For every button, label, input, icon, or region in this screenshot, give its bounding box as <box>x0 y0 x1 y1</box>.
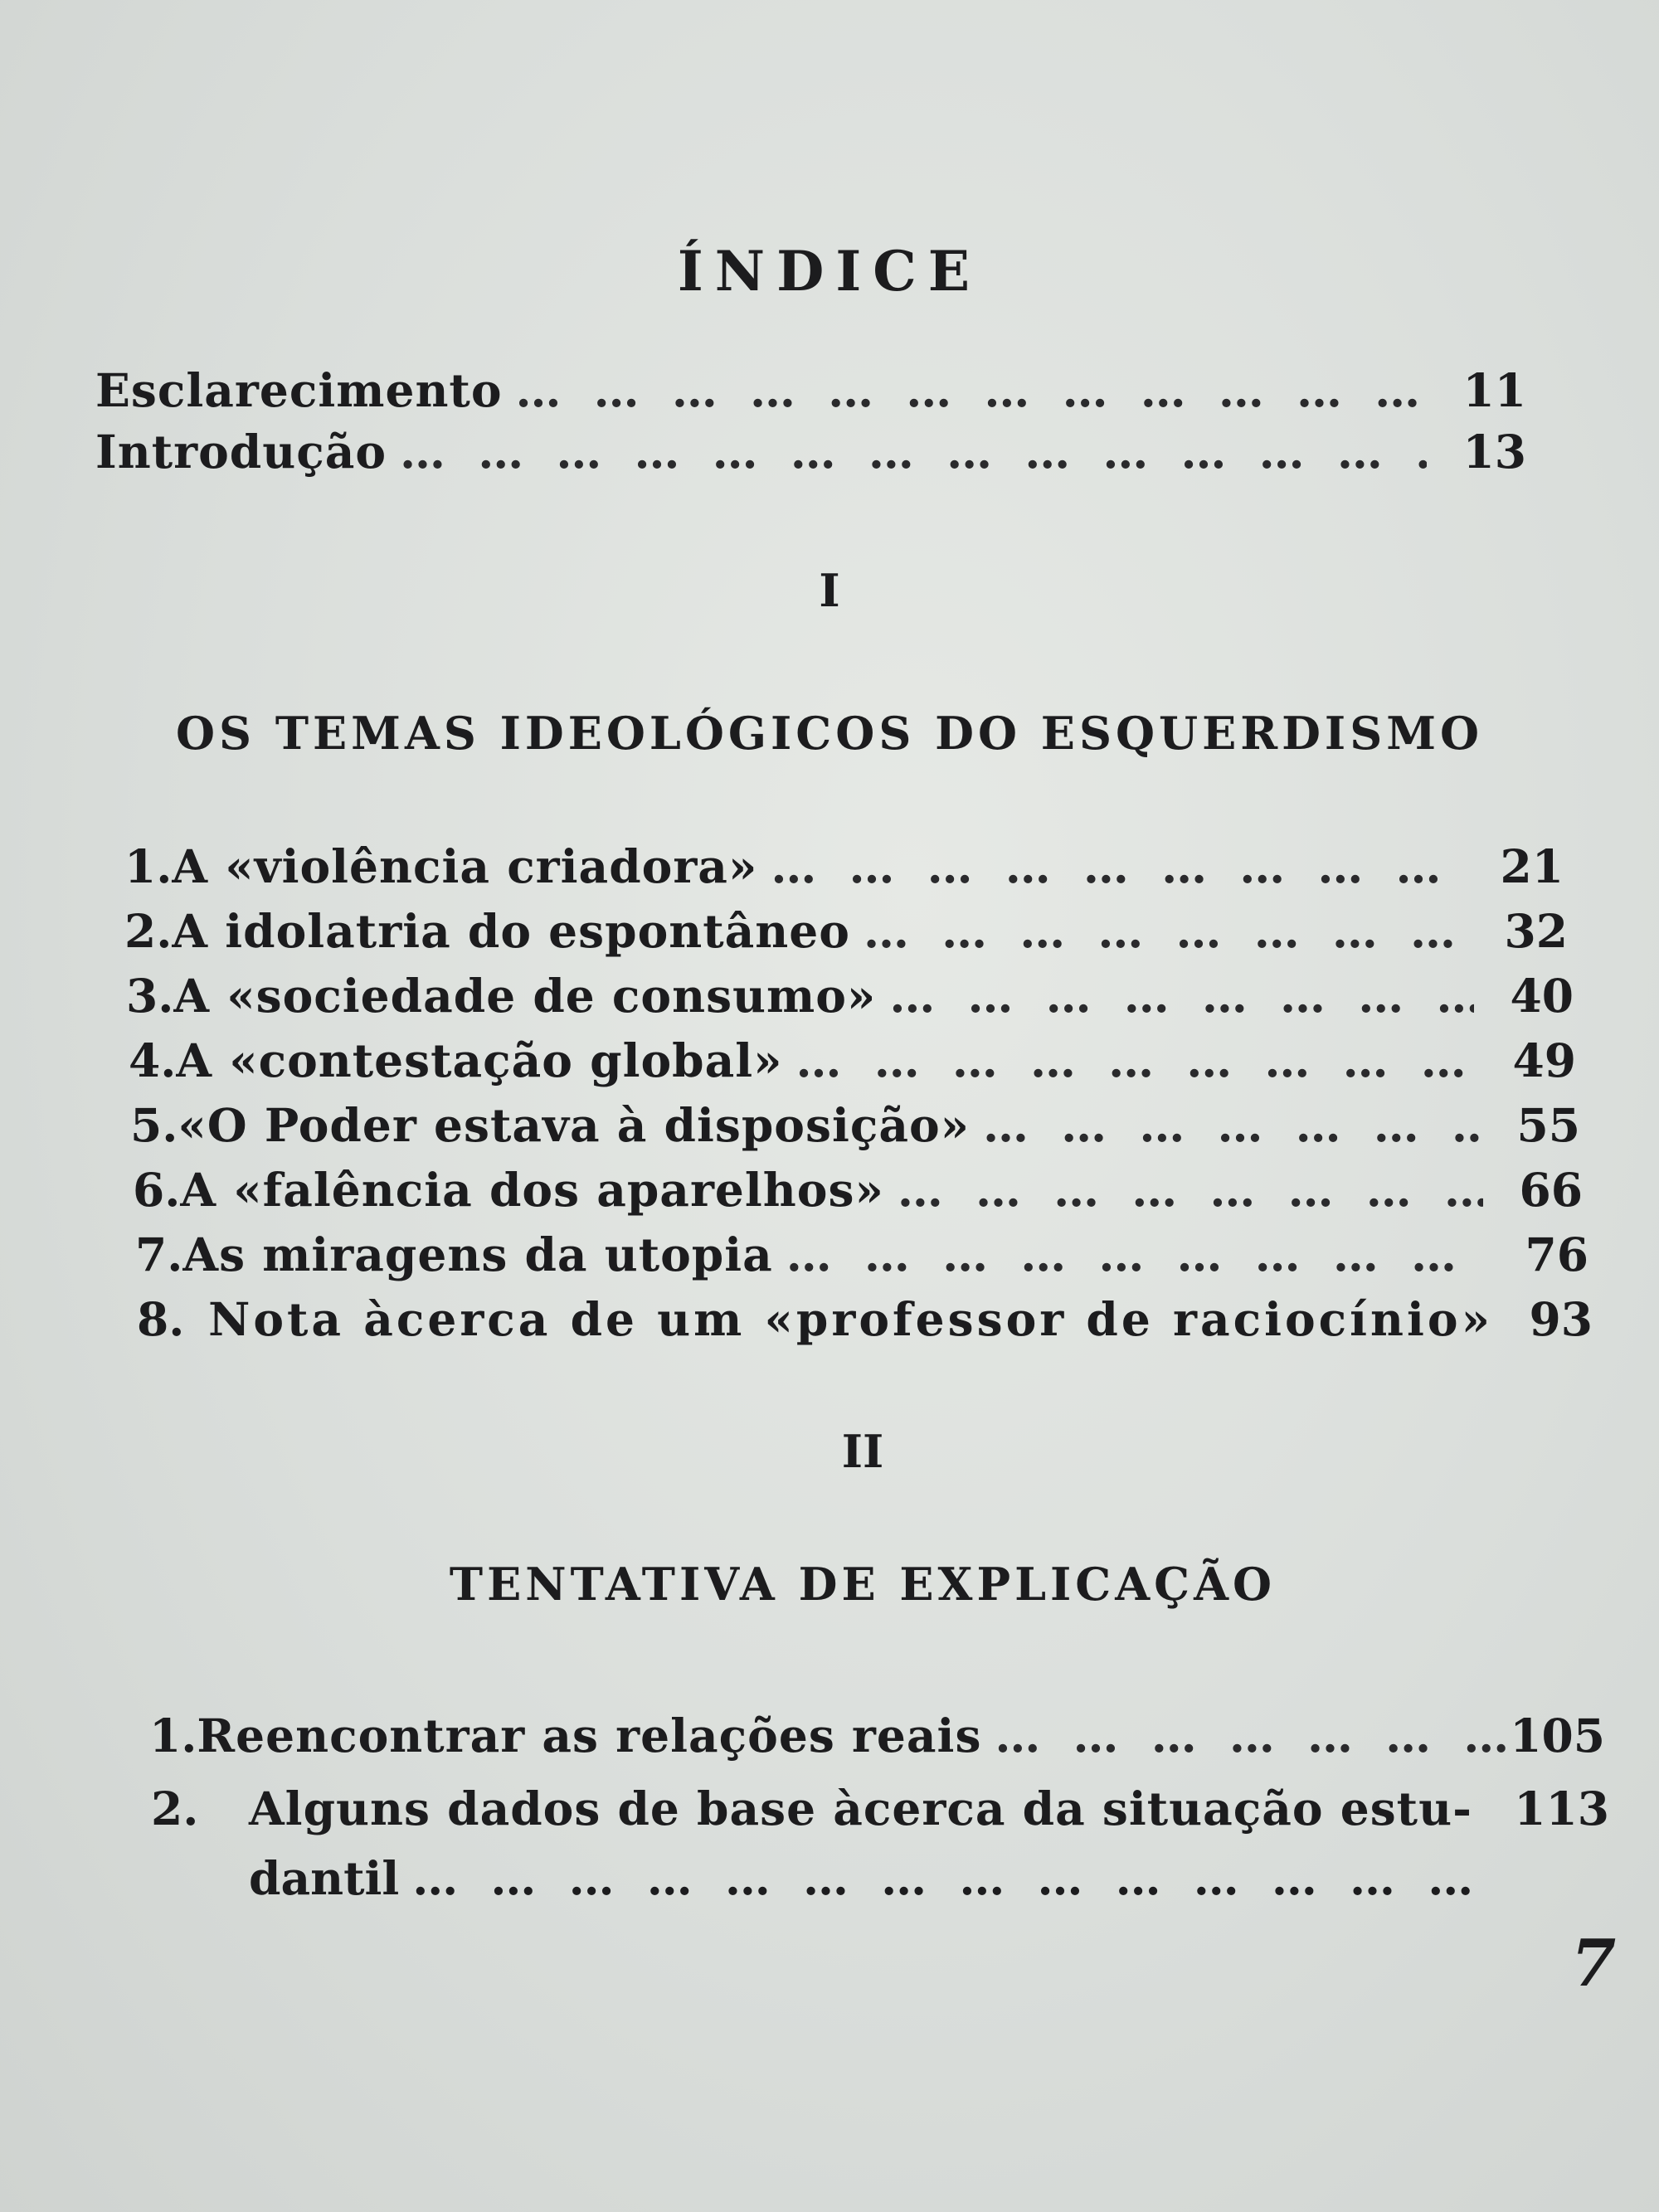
dot-leader <box>876 969 1474 1023</box>
toc-entry-number: 7. <box>135 1228 183 1281</box>
toc-entry-label: Introdução <box>95 425 387 479</box>
toc-entry <box>135 1228 1588 1286</box>
page-title: ÍNDICE <box>677 239 982 304</box>
dot-leader <box>503 363 1427 417</box>
toc-entry-number: 8. <box>137 1292 185 1346</box>
toc-entry-label: Nota àcerca de um «professor de raciocínio» <box>208 1292 1493 1346</box>
toc-entry-page: 32 <box>1504 904 1568 958</box>
toc-entry-number: 5. <box>130 1098 178 1152</box>
toc-entry-number: 1. <box>124 839 173 893</box>
toc-entry-label: Alguns dados de base àcerca da situação estu- <box>249 1782 1472 1835</box>
toc-entry <box>151 1782 1609 1840</box>
part-numeral: II <box>841 1425 884 1478</box>
toc-entry-number: 6. <box>133 1163 181 1217</box>
toc-entry-esclarecimento <box>95 363 1526 421</box>
toc-entry-number: 2. <box>124 904 173 958</box>
toc-entry-label: A «falência dos aparelhos» <box>180 1163 884 1217</box>
dot-leader <box>773 1228 1489 1281</box>
toc-entry-label: As miragens da utopia <box>182 1228 773 1281</box>
part-title: TENTATIVA DE EXPLICAÇÃO <box>449 1558 1277 1611</box>
toc-entry-introducao <box>95 425 1526 483</box>
toc-entry <box>126 969 1574 1027</box>
toc-entry-page: 76 <box>1525 1228 1588 1281</box>
part-numeral: I <box>819 564 840 617</box>
toc-entry <box>137 1292 1593 1350</box>
dot-leader <box>783 1033 1477 1087</box>
toc-entry-label: A «contestação global» <box>176 1033 783 1087</box>
toc-entry-page: 55 <box>1516 1098 1580 1152</box>
page-number: 7 <box>1571 1926 1617 2001</box>
toc-entry-label: «O Poder estava à disposição» <box>178 1098 971 1152</box>
toc-entry-label: A «violência criadora» <box>172 839 758 893</box>
dot-leader <box>970 1098 1481 1152</box>
toc-entry-page: 21 <box>1500 839 1564 893</box>
toc-entry <box>130 1098 1580 1156</box>
toc-entry-page: 93 <box>1529 1292 1593 1346</box>
toc-entry-continuation-label: dantil <box>249 1851 400 1905</box>
dot-leader <box>399 1851 1477 1905</box>
toc-entry <box>124 904 1568 962</box>
dot-leader <box>757 839 1464 893</box>
toc-entry-page: 40 <box>1510 969 1574 1023</box>
toc-entry-page: 11 <box>1462 363 1526 417</box>
part-title: OS TEMAS IDEOLÓGICOS DO ESQUERDISMO <box>175 707 1484 760</box>
dot-leader <box>850 904 1468 958</box>
toc-entry-label: Reencontrar as relações reais <box>197 1709 982 1762</box>
toc-entry-number: 1. <box>149 1709 197 1762</box>
toc-entry <box>124 839 1564 897</box>
toc-entry <box>133 1163 1583 1221</box>
toc-entry-label: A «sociedade de consumo» <box>173 969 877 1023</box>
toc-entry-label: A idolatria do espontâneo <box>172 904 850 958</box>
toc-entry-label: Esclarecimento <box>95 363 503 417</box>
dot-leader <box>884 1163 1483 1217</box>
toc-entry-page: 49 <box>1512 1033 1576 1087</box>
toc-entry-number: 4. <box>129 1033 177 1087</box>
dot-leader <box>387 425 1427 479</box>
toc-entry <box>149 1709 1605 1767</box>
dot-leader <box>981 1709 1506 1762</box>
toc-entry <box>129 1033 1576 1091</box>
toc-entry-page: 105 <box>1510 1709 1605 1762</box>
toc-entry-number: 2. <box>151 1782 199 1835</box>
toc-entry-continuation <box>249 1851 1477 1905</box>
toc-entry-page: 66 <box>1519 1163 1583 1217</box>
toc-entry-page: 113 <box>1514 1782 1609 1835</box>
toc-entry-page: 13 <box>1462 425 1526 479</box>
toc-entry-number: 3. <box>126 969 174 1023</box>
